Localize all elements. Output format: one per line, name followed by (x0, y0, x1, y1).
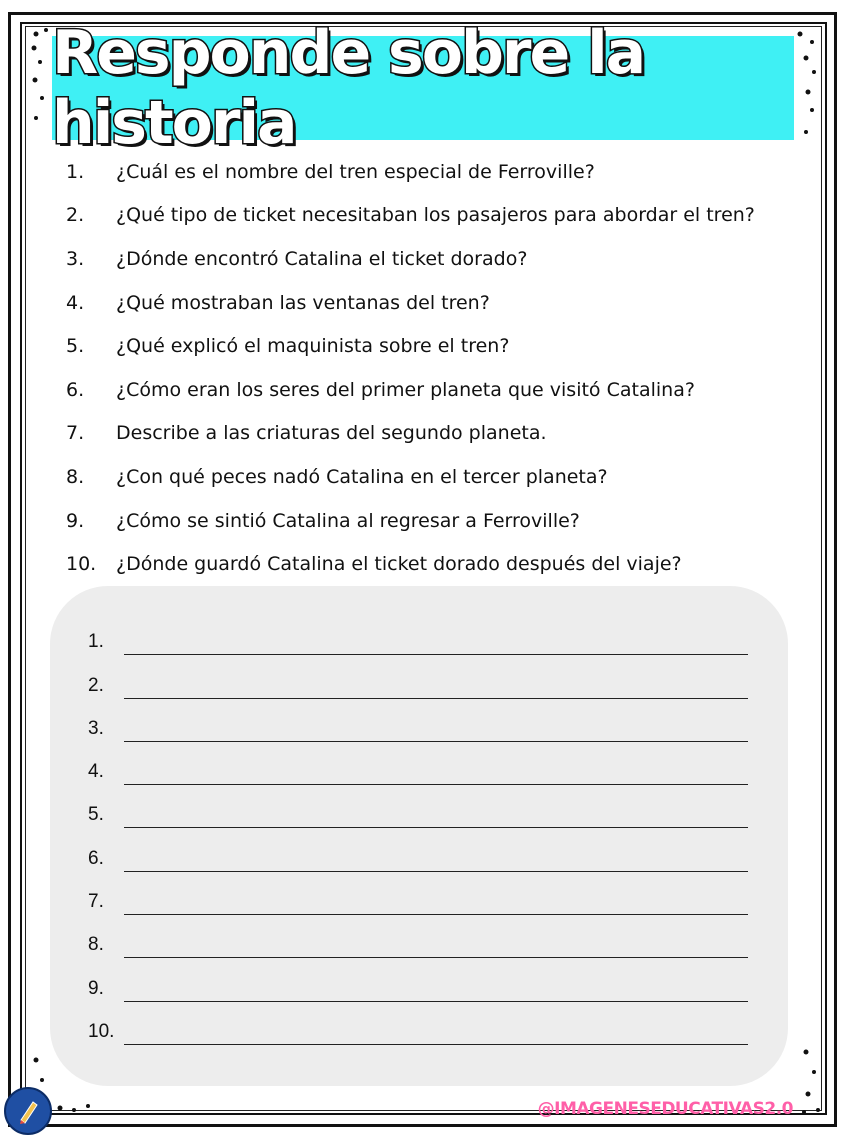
answer-row (88, 612, 748, 655)
question-text: Describe a las criaturas del segundo planeta. (116, 422, 547, 445)
question-text: ¿Con qué peces nadó Catalina en el tercer planeta? (116, 465, 608, 488)
title-banner (52, 18, 794, 158)
question-text: ¿Dónde guardó Catalina el ticket dorado después del viaje? (116, 553, 682, 576)
answer-number: 1. (88, 631, 104, 653)
question-item (66, 324, 806, 368)
answer-line[interactable] (124, 678, 748, 699)
question-number: 4. (66, 291, 85, 314)
question-number: 10. (66, 553, 97, 576)
question-item (66, 281, 806, 325)
question-text: ¿Qué explicó el maquinista sobre el tren? (116, 335, 510, 358)
answer-line[interactable] (124, 807, 748, 828)
answer-number: 9. (88, 977, 104, 999)
question-item (66, 150, 806, 194)
answer-number: 8. (88, 934, 104, 956)
question-number: 7. (66, 422, 85, 445)
answer-row (88, 828, 748, 871)
answer-line[interactable] (124, 764, 748, 785)
answer-number: 2. (88, 674, 104, 696)
answer-number: 7. (88, 891, 104, 913)
answer-row (88, 785, 748, 828)
answer-line[interactable] (124, 937, 748, 958)
question-number: 5. (66, 335, 85, 358)
answer-line[interactable] (124, 721, 748, 742)
question-item (66, 455, 806, 499)
answer-line[interactable] (124, 1024, 748, 1045)
answer-number: 10. (88, 1020, 115, 1042)
page-title: Responde sobre la historia (52, 18, 645, 158)
answer-line[interactable] (124, 894, 748, 915)
answer-number: 3. (88, 717, 104, 739)
answer-list (88, 612, 748, 1045)
question-text: ¿Cómo eran los seres del primer planeta que visitó Catalina? (116, 378, 695, 401)
answer-line[interactable] (124, 634, 748, 655)
answer-row (88, 915, 748, 958)
question-number: 1. (66, 160, 85, 183)
question-number: 6. (66, 378, 85, 401)
answer-line[interactable] (124, 981, 748, 1002)
pencil-icon (13, 1096, 43, 1126)
brand-watermark: @IMAGENESEDUCATIVAS2.0 (537, 1099, 793, 1119)
question-item (66, 237, 806, 281)
answer-number: 6. (88, 847, 104, 869)
answer-row (88, 872, 748, 915)
question-number: 9. (66, 509, 85, 532)
question-number: 3. (66, 247, 85, 270)
question-text: ¿Dónde encontró Catalina el ticket dorado? (116, 247, 528, 270)
question-item (66, 368, 806, 412)
answer-number: 4. (88, 761, 104, 783)
question-text: ¿Qué tipo de ticket necesitaban los pasajeros para abordar el tren? (116, 204, 755, 227)
answer-row (88, 655, 748, 698)
answer-line[interactable] (124, 851, 748, 872)
question-number: 2. (66, 204, 85, 227)
school-logo-icon (4, 1087, 52, 1135)
answer-row (88, 699, 748, 742)
question-number: 8. (66, 465, 85, 488)
question-item (66, 542, 806, 586)
answer-number: 5. (88, 804, 104, 826)
answer-row (88, 1002, 748, 1045)
question-text: ¿Cuál es el nombre del tren especial de Ferroville? (116, 160, 595, 183)
question-item (66, 499, 806, 543)
question-item (66, 412, 806, 456)
answer-row (88, 742, 748, 785)
question-text: ¿Qué mostraban las ventanas del tren? (116, 291, 490, 314)
answer-row (88, 958, 748, 1001)
question-item (66, 194, 806, 238)
question-list (66, 150, 806, 586)
question-text: ¿Cómo se sintió Catalina al regresar a Ferroville? (116, 509, 580, 532)
